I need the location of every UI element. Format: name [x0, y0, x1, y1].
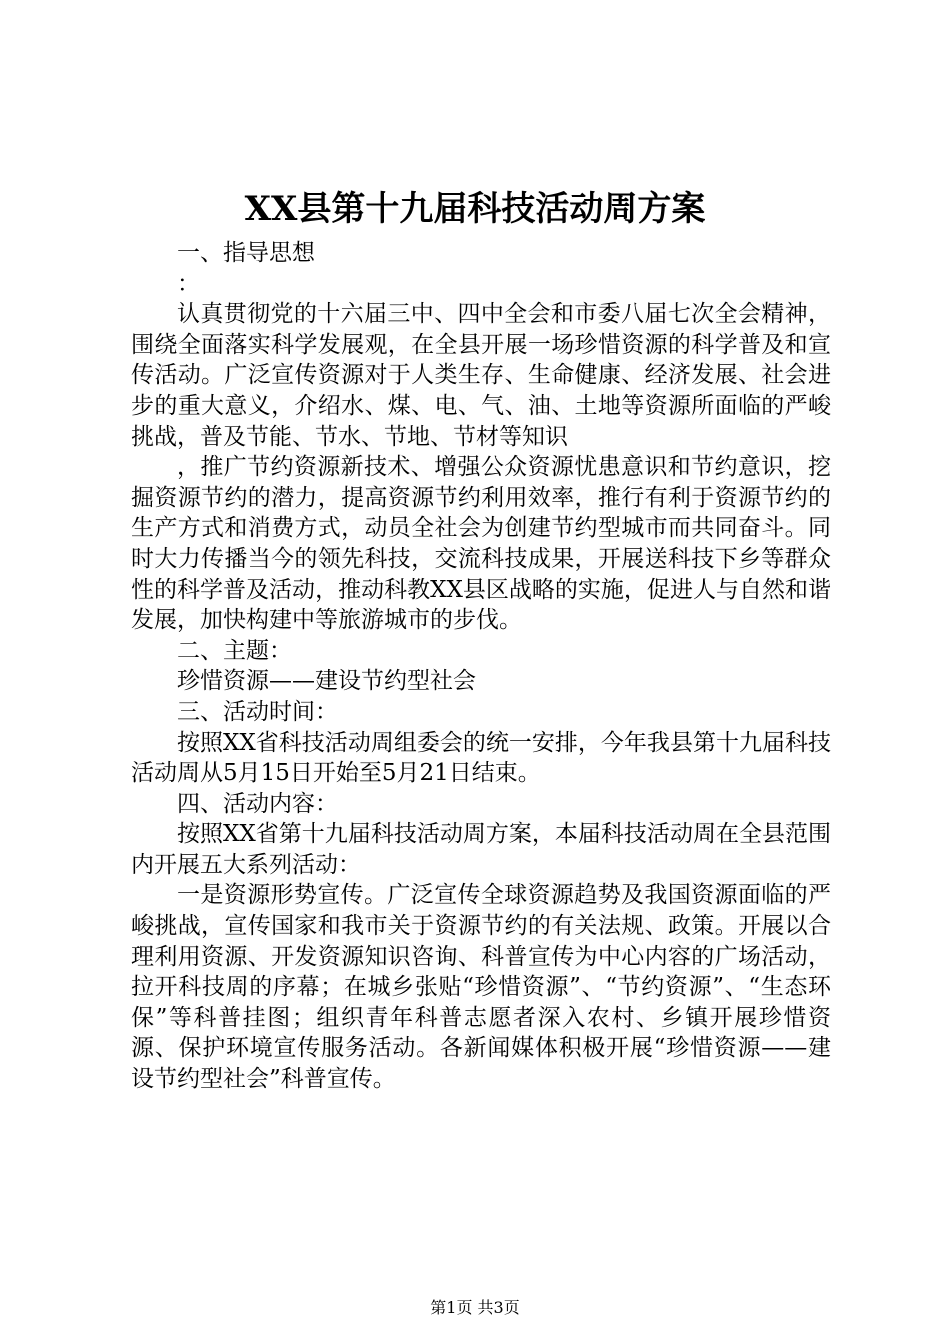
section-heading-activity-content: 四、活动内容： [177, 790, 338, 817]
document-title: XX县第十九届科技活动周方案 [244, 189, 706, 229]
section-heading-guiding-ideology: 一、指导思想 [177, 240, 315, 266]
page-footer: 第1页 共3页 [430, 1298, 520, 1317]
paragraph-activity-content: 按照XX省第十九届科技活动周方案，本届科技活动周在全县范围内开展五大系列活动： [131, 821, 831, 878]
paragraph-theme: 珍惜资源——建设节约型社会 [177, 668, 476, 695]
paragraph-resource-publicity: 一是资源形势宣传。广泛宣传全球资源趋势及我国资源面临的严峻挑战，宣传国家和我市关于资源节约的有关法规、政策。开展以合理利用资源、开发资源知识咨询、科普宣传为中心内容的广场活动，拉开科技周的序幕；在城乡张贴“珍惜资源”、“节约资源”、“生态环保”等科普挂图；组织青年科普志愿者深入农村、乡镇开展珍惜资源、保护环境宣传服务活动。各新闻媒体积极开展“珍惜资源——建设节约型社会”科普宣传。 [131, 882, 831, 1093]
paragraph-guiding-ideology: 认真贯彻党的十六届三中、四中全会和市委八届七次全会精神，围绕全面落实科学发展观，在全县开展一场珍惜资源的科学普及和宣传活动。广泛宣传资源对于人类生存、生命健康、经济发展、社会进步的重大意义，介绍水、煤、电、气、油、土地等资源所面临的严峻挑战，普及节能、节水、节地、节材等知识 [131, 301, 831, 450]
paragraph-activity-time: 按照XX省科技活动周组委会的统一安排，今年我县第十九届科技活动周从5月15日开始至5月21日结束。 [131, 729, 831, 787]
paragraph-guiding-ideology-continued: ，推广节约资源新技术、增强公众资源忧患意识和节约意识，挖掘资源节约的潜力，提高资源节约利用效率，推行有利于资源节约的生产方式和消费方式，动员全社会为创建节约型城市而共同奋斗。同时大力传播当今的领先科技，交流科技成果，开展送科技下乡等群众性的科学普及活动，推动科教XX县区战略的实施，促进人与自然和谐发展，加快构建中等旅游城市的步伐。 [131, 454, 831, 634]
section-heading-activity-time: 三、活动时间： [177, 698, 338, 725]
section-heading-theme: 二、主题： [177, 637, 292, 664]
document-body [131, 238, 831, 1095]
stray-colon-line: ： [177, 270, 200, 297]
